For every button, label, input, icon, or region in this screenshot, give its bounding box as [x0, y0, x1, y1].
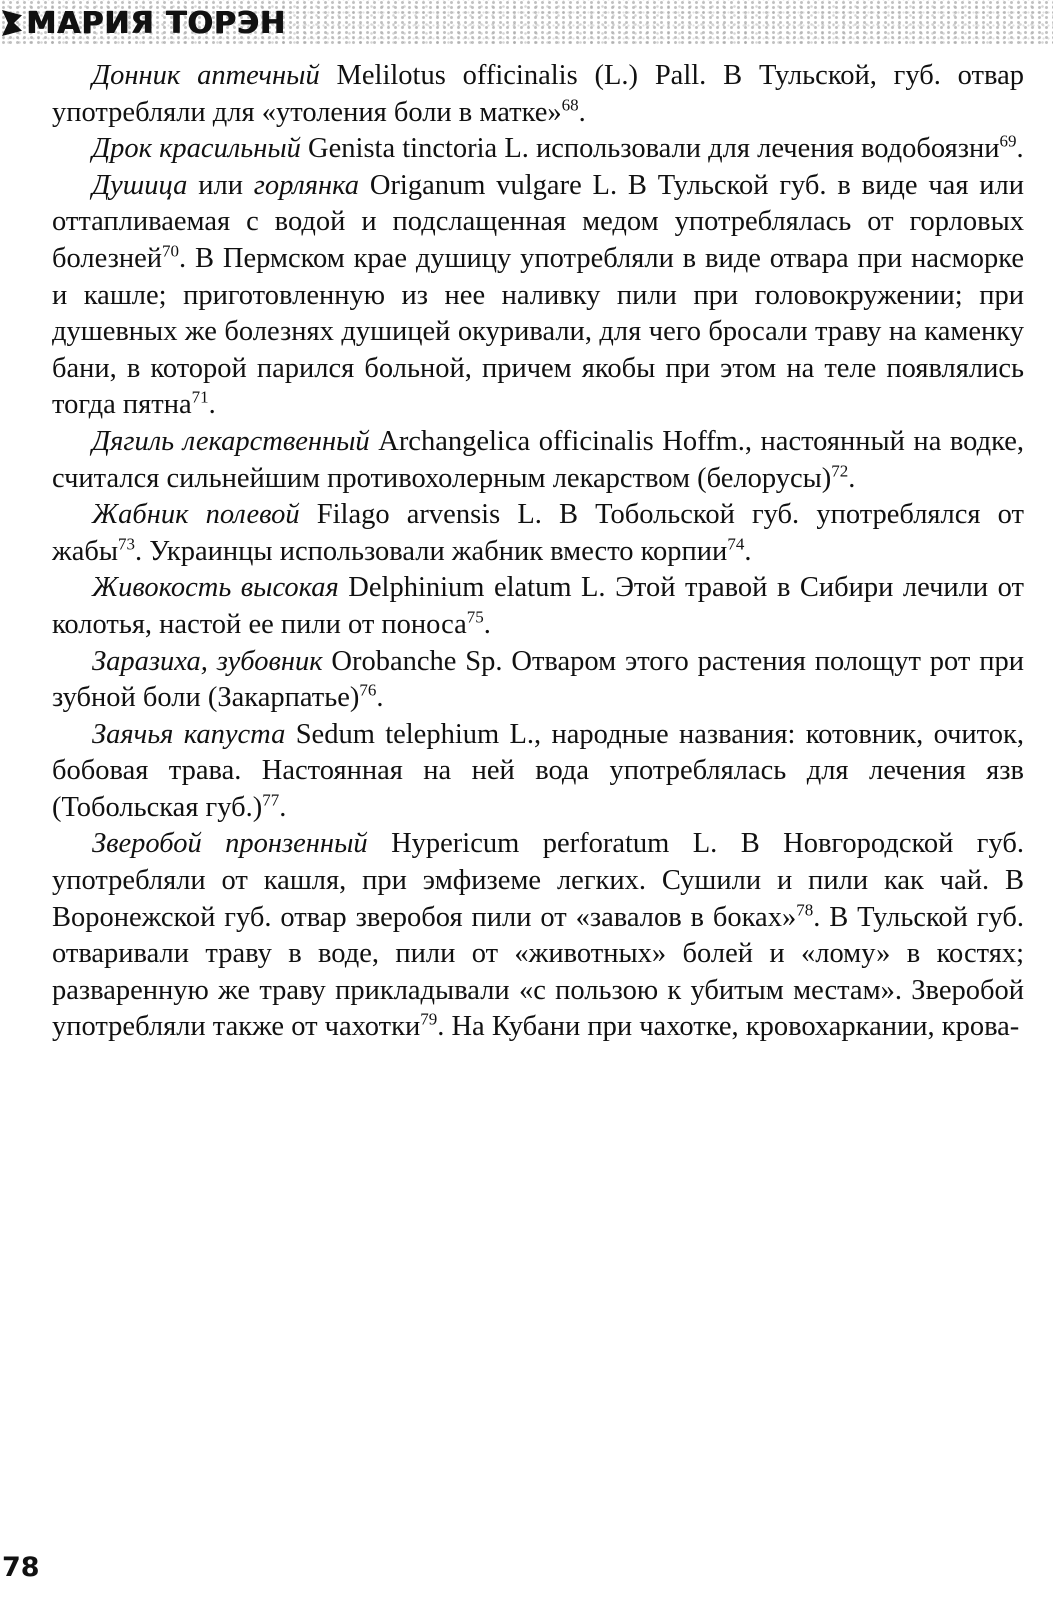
entry-zayachya-kapusta — [52, 717, 1024, 827]
footnote-ref: 79 — [420, 1009, 438, 1029]
entry-donnik — [52, 58, 1024, 131]
plant-name: Жабник полевой — [92, 499, 300, 531]
entry-text: Genista tinctoria L. использовали для лечения водобоязни — [300, 133, 1000, 165]
entry-drok — [52, 131, 1024, 168]
entry-text: Archangelica officinalis Hoffm., настоянный на водке, считался сильнейшим противохолерным лекарством (белорусы) — [52, 425, 1024, 494]
entry-text: . — [483, 608, 491, 640]
entry-text: Orobanche Sp. Отваром этого растения полощут рот при зубной боли (Закарпатье) — [52, 645, 1024, 714]
entry-text: Sedum telephium L., народные названия: котовник, очиток, бобовая трава. Настоянная на ней вода употреблялась для лечения язв (Тобольская губ.) — [52, 718, 1024, 823]
footnote-ref: 68 — [561, 95, 579, 115]
entry-text: Hypericum perforatum L. В Новгородской губ. употребляли от кашля, при эмфиземе легких. Сушили и пили как чай. В Воронежской губ. отвар зверобоя пили от «завалов в боках» — [52, 828, 1024, 933]
plant-name: Дягиль лекарственный — [92, 425, 370, 457]
page-body — [52, 58, 1024, 1046]
entry-text: . На Кубани при чахотке, кровохаркании, крова- — [437, 1011, 1020, 1043]
entry-text: . — [744, 535, 752, 567]
entry-text: . — [279, 791, 287, 823]
footnote-ref: 74 — [727, 534, 745, 554]
footnote-ref: 75 — [466, 607, 484, 627]
footnote-ref: 72 — [831, 461, 849, 481]
plant-name: Зверобой пронзенный — [92, 828, 368, 860]
entry-text: Filago arvensis L. В Тобольской губ. употреблялся от жабы — [52, 499, 1024, 567]
plant-name: Заразиха, зубовник — [92, 645, 323, 677]
plant-name: горлянка — [253, 169, 360, 201]
footnote-ref: 77 — [262, 790, 280, 810]
entry-zhabnik — [52, 497, 1024, 570]
entry-dyagil — [52, 424, 1024, 497]
plant-name: Донник аптечный — [92, 60, 320, 91]
running-header — [0, 0, 1053, 46]
running-title: МАРИЯ ТОРЭН — [26, 6, 286, 41]
plant-name: Живокость высокая — [92, 572, 339, 604]
footnote-ref: 76 — [359, 680, 377, 700]
plant-name: Душица — [92, 169, 188, 201]
entry-text: . — [578, 96, 586, 128]
entry-text: . — [376, 682, 384, 714]
footnote-ref: 71 — [191, 387, 209, 407]
entry-dushitsa — [52, 168, 1024, 424]
entry-text: . Украинцы использовали жабник вместо корпии — [135, 535, 728, 567]
entry-text: . — [1016, 133, 1024, 165]
entry-text: Melilotus officinalis (L.) Pall. В Тульской, губ. отвар употребляли для «утоления боли в матке» — [52, 60, 1024, 128]
page-number: 78 — [2, 1552, 40, 1583]
entry-zhivokost — [52, 570, 1024, 643]
plant-name: Заячья капуста — [92, 718, 286, 750]
plant-name: Дрок красильный — [92, 133, 301, 165]
footnote-ref: 73 — [118, 534, 135, 554]
entry-text: . — [208, 389, 216, 421]
footnote-ref: 78 — [796, 900, 814, 920]
entry-text: Origanum vulgare L. В Тульской губ. в виде чая или оттапливаемая с водой и подслащенная медом употреблялась от горловых болезней — [52, 169, 1024, 274]
entry-text: . — [848, 462, 856, 494]
footnote-ref: 70 — [162, 241, 180, 261]
entry-text: . В Пермском крае душицу употребляли в виде отвара при насморке и кашле; приготовленную из нее наливку пили при головокружении; при душевных же болезнях душицей окуривали, для чего бросали траву на каменку бани, в которой парился больной, причем якобы при этом на теле появлялись тогда пятна — [52, 242, 1024, 421]
footnote-ref: 69 — [999, 131, 1017, 151]
entry-text: . В Тульской губ. отваривали траву в воде, пили от «животных» болей и «лому» в костях; разваренную же траву прикладывали «с пользою к убитым местам». Зверобой употребляли также от чахотки — [52, 901, 1024, 1043]
entry-zarazikha — [52, 644, 1024, 717]
entry-text: или — [187, 169, 254, 201]
entry-zveroboy — [52, 826, 1024, 1046]
entry-text: Delphinium elatum L. Этой травой в Сибири лечили от колотья, настой ее пили от поноса — [52, 572, 1024, 640]
